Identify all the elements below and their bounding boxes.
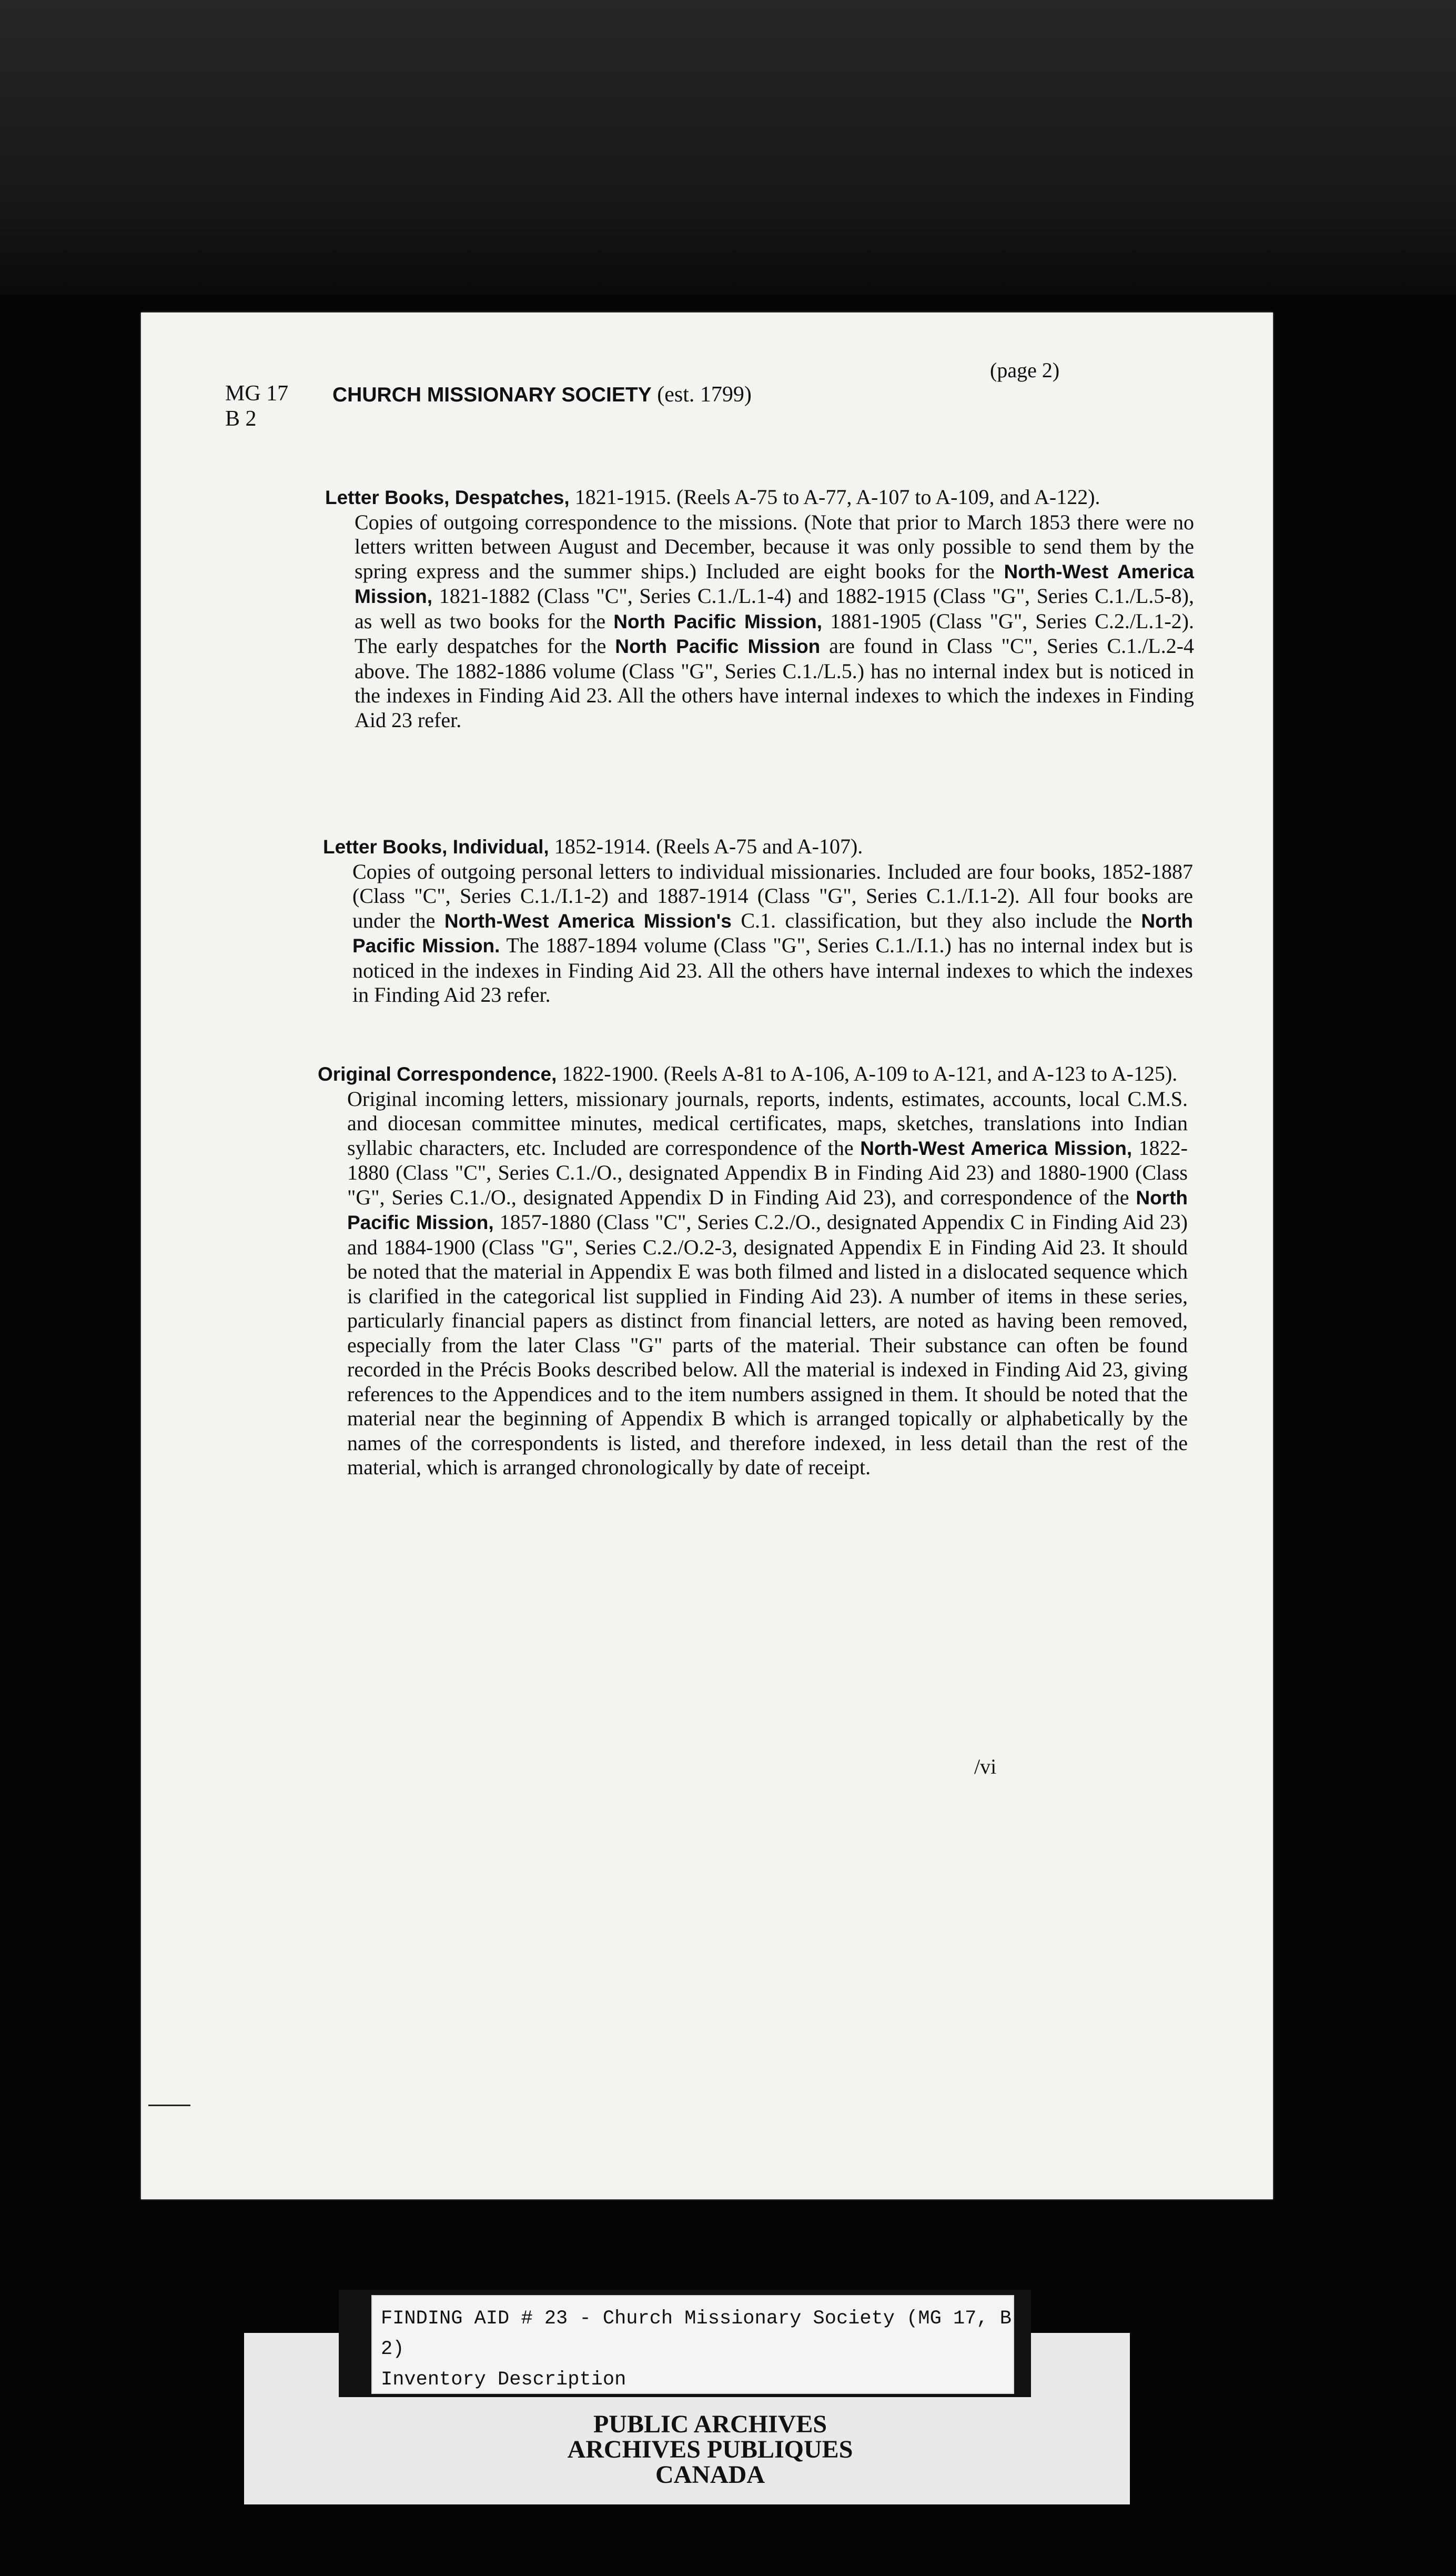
mission-name: North Pacific Mission,: [347, 1186, 1188, 1233]
mission-name: North Pacific Mission: [615, 636, 821, 657]
finding-aid-label: [371, 2295, 1014, 2394]
manuscript-group-reference: [225, 381, 288, 431]
section-heading: Letter Books, Individual, 1852-1914. (Reels A-75 and A-107).: [323, 834, 863, 858]
mission-name: North Pacific Mission,: [613, 610, 823, 632]
page-title: [332, 382, 752, 407]
section-letter-books-despatches: [325, 485, 1194, 732]
section-heading: Letter Books, Despatches, 1821-1915. (Reels A-75 to A-77, A-107 to A-109, and A-122).: [325, 485, 1100, 509]
mission-name: North-West America Mission's: [444, 910, 732, 932]
established-date: (est. 1799): [657, 383, 752, 407]
body-text: 1821-1882 (Class "C", Series C.1./L.1-4) and 1882-1915 (Class "G", Series C.1./L.5-8), as well as two books for the: [355, 584, 1194, 633]
body-text: Copies of outgoing correspondence to the missions. (Note that prior to March 1853 there were no letters written between August and December, because it was only possible to send them by the spring express and the summer ships.) Included are eight books for the: [355, 510, 1194, 583]
mission-name: North-West America Mission,: [860, 1137, 1133, 1159]
body-text: Copies of outgoing personal letters to individual missionaries. Included are four books, 1852-1887 (Class "C", Series C.1./I.1-2) and 1887-1914 (Class "G", Series C.1./I.1-2). All four books are under the: [352, 859, 1193, 932]
continuation-marker: /vi: [974, 1755, 997, 1778]
section-body: [352, 860, 1193, 1008]
mission-name: North Pacific Mission.: [352, 910, 1193, 957]
body-text: Original incoming letters, missionary journals, reports, indents, estimates, accounts, local C.M.S. and diocesan committee minutes, medical certificates, maps, sketches, translations into Indian syllabic characters, etc. Included are correspondence of the: [347, 1086, 1188, 1160]
section-original-correspondence: [318, 1062, 1188, 1480]
stamp-line-french: ARCHIVES PUBLIQUES: [567, 2436, 853, 2463]
body-text: The 1887-1894 volume (Class "G", Series C.1./I.1.) has no internal index but is noticed in the indexes in Finding Aid 23. All the others have internal indexes to which the indexes in Finding Aid 23 refer.: [352, 933, 1193, 1007]
scanner-background: [0, 0, 1456, 295]
body-text: 1822-1880 (Class "C", Series C.1./O., designated Appendix B in Finding Aid 23) and 1880-1900 (Class "G", Series C.1./O., designated Appendix D in Finding Aid 23), and correspondence of the: [347, 1135, 1188, 1209]
finding-aid-title: FINDING AID # 23 - Church Missionary Society (MG 17, B 2): [381, 2308, 1012, 2360]
stamp-line-english: PUBLIC ARCHIVES: [593, 2410, 827, 2438]
body-text: 1857-1880 (Class "C", Series C.2./O., designated Appendix C in Finding Aid 23) and 1884-1900 (Class "G", Series C.2./O.2-3, designated Appendix E in Finding Aid 23. It should be noted that the material in Appendix E was both filmed and listed in a dislocated sequence which is clarified in the categorical list supplied in Finding Aid 23). A number of items in these series, particularly financial papers as distinct from financial letters, are noted as having been removed, especially from the later Class "G" parts of the material. Their substance can often be found recorded in the Précis Books described below. All the material is indexed in Finding Aid 23, giving references to the Appendices and to the item numbers assigned in them. It should be noted that the material near the beginning of Appendix B which is arranged topically or alphabetically by the names of the correspondents is listed, and therefore indexed, in less detail than the rest of the material, which is arranged chronologically by date of receipt.: [347, 1210, 1188, 1479]
reference-line-2: B 2: [225, 407, 257, 431]
page-number: (page 2): [990, 358, 1060, 382]
margin-mark: [148, 2105, 190, 2106]
organization-name: CHURCH MISSIONARY SOCIETY: [332, 384, 652, 406]
section-letter-books-individual: [323, 834, 1193, 1008]
section-body: [355, 510, 1194, 733]
finding-aid-subtitle: Inventory Description: [381, 2369, 626, 2391]
mission-name: North-West America Mission,: [355, 560, 1194, 607]
body-text: 1881-1905 (Class "G", Series C.2./L.1-2). The early despatches for the: [355, 609, 1195, 658]
body-text: are found in Class "C", Series C.1./L.2-4 above. The 1882-1886 volume (Class "G", Series C.1./L.5.) has no internal index but is noticed in the indexes in Finding Aid 23. All the others have internal indexes to which the indexes in Finding Aid 23 refer.: [355, 634, 1195, 732]
archives-stamp: [400, 2412, 1020, 2488]
section-body: [347, 1087, 1188, 1480]
body-text: C.1. classification, but they also include the: [731, 908, 1141, 932]
reference-line-1: MG 17: [225, 381, 289, 406]
section-heading: Original Correspondence, 1822-1900. (Reels A-81 to A-106, A-109 to A-121, and A-123 to A-125).: [318, 1062, 1178, 1085]
stamp-line-country: CANADA: [655, 2461, 765, 2489]
